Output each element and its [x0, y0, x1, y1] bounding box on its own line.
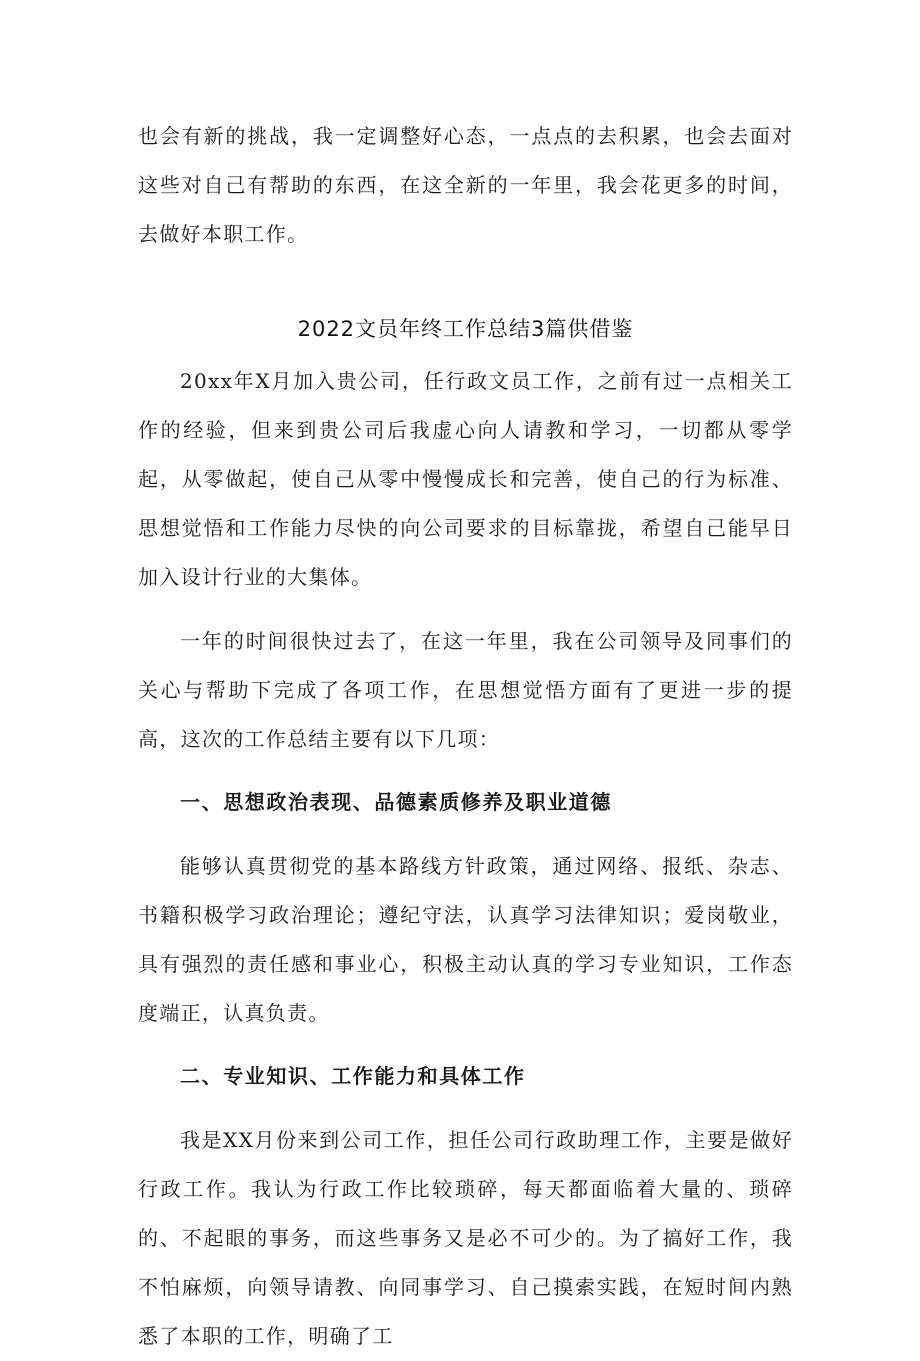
paragraph-2: 一年的时间很快过去了，在这一年里，我在公司领导及同事们的关心与帮助下完成了各项工作，在思想觉悟方面有了更进一步的提高，这次的工作总结主要有以下几项： [138, 629, 793, 751]
document-body [138, 112, 793, 1361]
paragraph-1: 20xx年X月加入贵公司，任行政文员工作，之前有过一点相关工作的经验，但来到贵公司后我虚心向人请教和学习，一切都从零学起，从零做起，使自己从零中慢慢成长和完善，使自己的行为标准、思想觉悟和工作能力尽快的向公司要求的目标靠拢，希望自己能早日加入设计行业的大集体。 [138, 369, 793, 589]
paragraph-3: 能够认真贯彻党的基本路线方针政策，通过网络、报纸、杂志、书籍积极学习政治理论；遵纪守法，认真学习法律知识；爱岗敬业，具有强烈的责任感和事业心，积极主动认真的学习专业知识，工作态度端正，认真负责。 [138, 854, 793, 1025]
section-heading-2: 二、专业知识、工作能力和具体工作 [180, 1064, 526, 1088]
paragraph-4: 我是XX月份来到公司工作，担任公司行政助理工作，主要是做好行政工作。我认为行政工作比较琐碎，每天都面临着大量的、琐碎的、不起眼的事务，而这些事务又是必不可少的。为了搞好工作，我不怕麻烦，向领导请教、向同事学习、自己摸索实践，在短时间内熟悉了本职的工作，明确了工 [138, 1128, 793, 1348]
document-title: 2022文员年终工作总结3篇供借鉴 [297, 317, 634, 341]
section-heading-1: 一、思想政治表现、品德素质修养及职业道德 [180, 790, 612, 814]
intro-paragraph: 也会有新的挑战，我一定调整好心态，一点点的去积累，也会去面对这些对自己有帮助的东西，在这全新的一年里，我会花更多的时间，去做好本职工作。 [138, 124, 793, 246]
